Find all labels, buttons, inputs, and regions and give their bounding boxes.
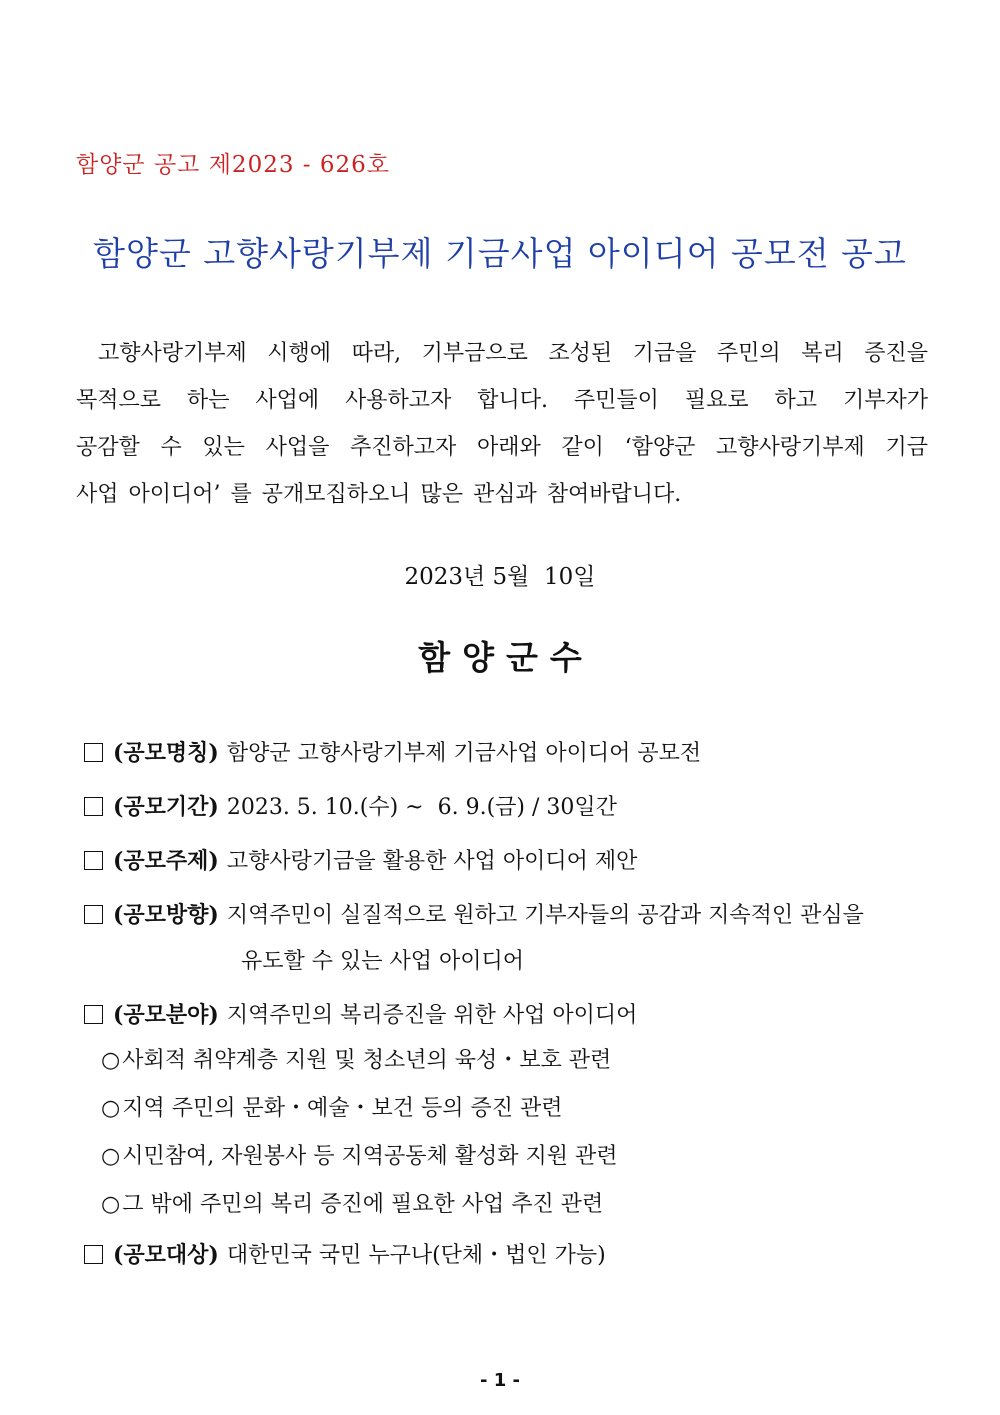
checkbox-square-icon xyxy=(84,851,103,870)
field-bullet-item xyxy=(101,1134,617,1180)
field-bullet-item xyxy=(101,1086,562,1132)
item-contest-field xyxy=(84,992,932,1039)
circle-bullet-icon: ○ xyxy=(101,1144,121,1169)
intro-line: 목적으로 하는 사업에 사용하고자 합니다. 주민들이 필요로 하고 기부자가 xyxy=(76,388,928,413)
checkbox-square-icon xyxy=(84,1005,103,1024)
item-content: 지역주민이 실질적으로 원하고 기부자들의 공감과 지속적인 관심을 xyxy=(226,903,864,928)
item-content: 2023. 5. 10.(수) ~ 6. 9.(금) / 30일간 xyxy=(226,795,617,820)
field-bullet-text: 지역 주민의 문화・예술・보건 등의 증진 관련 xyxy=(122,1096,563,1121)
item-label: (공모명칭) xyxy=(113,740,219,766)
checkbox-square-icon xyxy=(84,1245,103,1264)
item-contest-name xyxy=(84,730,932,777)
item-contest-period xyxy=(84,784,932,831)
item-contest-target xyxy=(84,1232,932,1279)
field-bullet-text: 그 밖에 주민의 복리 증진에 필요한 사업 추진 관련 xyxy=(122,1192,604,1217)
item-content: 고향사랑기금을 활용한 사업 아이디어 제안 xyxy=(226,849,638,874)
page-title: 함양군 고향사랑기부제 기금사업 아이디어 공모전 공고 xyxy=(93,234,907,273)
item-label: (공모방향) xyxy=(113,902,219,928)
page-number: - 1 - xyxy=(480,1370,520,1391)
item-label: (공모분야) xyxy=(113,1002,219,1028)
item-label: (공모기간) xyxy=(113,794,219,820)
item-content-continued: 유도할 수 있는 사업 아이디어 xyxy=(241,949,524,974)
circle-bullet-icon: ○ xyxy=(101,1192,121,1217)
item-label: (공모주제) xyxy=(113,848,219,874)
field-bullet-text: 시민참여, 자원봉사 등 지역공동체 활성화 지원 관련 xyxy=(122,1144,618,1169)
intro-line: 고향사랑기부제 시행에 따라, 기부금으로 조성된 기금을 주민의 복리 증진을 xyxy=(98,341,928,366)
checkbox-square-icon xyxy=(84,743,103,762)
notice-number: 함양군 공고 제2023 - 626호 xyxy=(76,152,390,178)
item-contest-theme xyxy=(84,838,932,885)
field-bullet-item xyxy=(101,1182,603,1228)
item-content: 지역주민의 복리증진을 위한 사업 아이디어 xyxy=(226,1003,638,1028)
item-content: 대한민국 국민 누구나(단체・법인 가능) xyxy=(226,1243,606,1268)
circle-bullet-icon: ○ xyxy=(101,1048,121,1073)
item-contest-direction xyxy=(84,892,932,985)
item-label: (공모대상) xyxy=(113,1242,219,1268)
intro-paragraph xyxy=(76,330,928,518)
item-content: 함양군 고향사랑기부제 기금사업 아이디어 공모전 xyxy=(226,741,702,766)
field-bullet-item xyxy=(101,1038,611,1084)
notice-date: 2023년 5월 10일 xyxy=(404,564,596,590)
intro-line: 사업 아이디어’ 를 공개모집하오니 많은 관심과 참여바랍니다. xyxy=(76,482,682,507)
checkbox-square-icon xyxy=(84,905,103,924)
issuer-name: 함양군수 xyxy=(418,638,594,677)
intro-line: 공감할 수 있는 사업을 추진하고자 아래와 같이 ‘함양군 고향사랑기부제 기금 xyxy=(76,435,928,460)
field-bullet-text: 사회적 취약계층 지원 및 청소년의 육성・보호 관련 xyxy=(122,1048,612,1073)
circle-bullet-icon: ○ xyxy=(101,1096,121,1121)
checkbox-square-icon xyxy=(84,797,103,816)
